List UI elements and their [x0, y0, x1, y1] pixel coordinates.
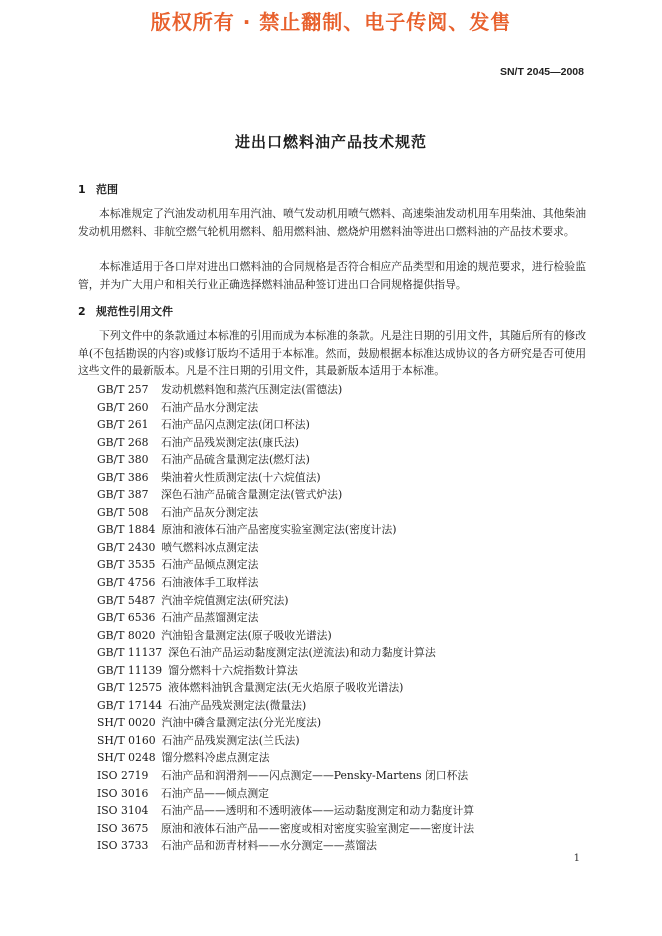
reference-item: [97, 539, 474, 557]
reference-title: 馏分燃料冷虑点测定法: [161, 751, 270, 765]
reference-title: 石油产品——倾点测定: [161, 786, 269, 800]
section-1-number: 1: [78, 183, 86, 196]
reference-title: 石油产品闪点测定法(闭口杯法): [161, 418, 310, 432]
reference-code: ISO 3675: [97, 821, 149, 835]
reference-code: GB/T 11139: [97, 663, 163, 677]
reference-code: GB/T 6536: [97, 611, 156, 625]
reference-item: [97, 609, 474, 627]
reference-code: GB/T 260: [97, 400, 149, 414]
reference-title: 石油产品和润滑剂——闪点测定——Pensky-Martens 闭口杯法: [161, 769, 469, 783]
reference-code: SH/T 0248: [97, 751, 156, 765]
section-2-number: 2: [78, 305, 86, 318]
reference-code: GB/T 1884: [97, 523, 156, 537]
reference-code: GB/T 2430: [97, 540, 156, 554]
reference-item: [97, 732, 474, 750]
reference-item: [97, 434, 474, 452]
reference-code: GB/T 17144: [97, 698, 163, 712]
reference-code: ISO 3104: [97, 804, 149, 818]
reference-item: [97, 416, 474, 434]
reference-title: 石油产品倾点测定法: [161, 558, 259, 572]
reference-code: GB/T 386: [97, 470, 149, 484]
page-number: 1: [573, 853, 580, 864]
reference-title: 石油产品硫含量测定法(燃灯法): [161, 453, 310, 467]
reference-title: 喷气燃料冰点测定法: [161, 540, 259, 554]
document-title: 进出口燃料油产品技术规范: [234, 133, 427, 151]
reference-code: GB/T 257: [97, 383, 149, 396]
reference-item: [97, 837, 474, 855]
reference-code: SH/T 0160: [97, 733, 156, 747]
reference-title: 石油产品灰分测定法: [161, 505, 259, 519]
reference-title: 液体燃料油钒含量测定法(无火焰原子吸收光谱法): [168, 681, 404, 695]
reference-title: 原油和液体石油产品密度实验室测定法(密度计法): [161, 523, 397, 537]
section-2-title: 规范性引用文件: [96, 305, 173, 318]
reference-item: [97, 714, 474, 732]
reference-code: GB/T 3535: [97, 558, 156, 572]
reference-item: [97, 820, 474, 838]
reference-code: GB/T 11137: [97, 646, 163, 660]
reference-item: [97, 785, 474, 803]
reference-code: GB/T 8020: [97, 628, 156, 642]
reference-code: GB/T 387: [97, 488, 149, 502]
reference-item: [97, 381, 474, 399]
reference-title: 柴油着火性质测定法(十六烷值法): [161, 470, 321, 484]
reference-item: [97, 504, 474, 522]
reference-code: GB/T 4756: [97, 576, 156, 590]
reference-item: [97, 574, 474, 592]
reference-item: [97, 644, 474, 662]
reference-code: GB/T 5487: [97, 593, 156, 607]
reference-code: ISO 3016: [97, 786, 149, 800]
reference-title: 发动机燃料饱和蒸汽压测定法(雷德法): [161, 383, 343, 396]
section-1-paragraph-1: 本标准规定了汽油发动机用车用汽油、喷气发动机用喷气燃料、高速柴油发动机用车用柴油、其他柴油发动机用燃料、非航空燃气轮机用燃料、船用燃料油、燃烧炉用燃料油等进出口燃料油的产品技术要求。: [78, 207, 586, 238]
reference-title: 石油产品残炭测定法(康氏法): [161, 435, 299, 449]
section-1-paragraph-2: 本标准适用于各口岸对进出口燃料油的合同规格是否符合相应产品类型和用途的规范要求，进行检验监管，并为广大用户和相关行业正确选择燃料油品种签订进出口合同规格提供指导。: [78, 260, 586, 291]
reference-item: [97, 486, 474, 504]
reference-item: [97, 802, 474, 820]
reference-item: [97, 469, 474, 487]
reference-title: 石油产品水分测定法: [161, 400, 259, 414]
reference-item: [97, 749, 474, 767]
reference-title: 石油产品残炭测定法(兰氏法): [161, 733, 300, 747]
reference-title: 石油产品残炭测定法(微量法): [168, 698, 307, 712]
reference-title: 深色石油产品硫含量测定法(管式炉法): [161, 488, 343, 502]
reference-item: [97, 556, 474, 574]
reference-title: 汽油辛烷值测定法(研究法): [161, 593, 289, 607]
reference-title: 汽油中磷含量测定法(分光光度法): [161, 716, 322, 730]
standard-number: SN/T 2045—2008: [499, 66, 584, 78]
reference-list: [97, 381, 474, 855]
reference-code: GB/T 261: [97, 418, 149, 432]
reference-title: 原油和液体石油产品——密度或相对密度实验室测定——密度计法: [161, 821, 475, 835]
reference-title: 石油产品蒸馏测定法: [161, 611, 259, 625]
reference-title: 石油产品和沥青材料——水分测定——蒸馏法: [161, 839, 377, 853]
reference-item: [97, 399, 474, 417]
reference-item: [97, 592, 474, 610]
section-1-title: 范围: [96, 183, 118, 196]
reference-title: 石油产品——透明和不透明液体——运动黏度测定和动力黏度计算: [161, 804, 475, 818]
reference-title: 石油液体手工取样法: [161, 576, 259, 590]
reference-code: GB/T 268: [97, 435, 149, 449]
reference-code: GB/T 508: [97, 505, 149, 519]
reference-item: [97, 679, 474, 697]
reference-code: SH/T 0020: [97, 716, 156, 730]
reference-code: GB/T 380: [97, 453, 149, 467]
reference-title: 深色石油产品运动黏度测定法(逆流法)和动力黏度计算法: [168, 646, 436, 660]
reference-code: ISO 2719: [97, 769, 149, 783]
section-2-heading: [78, 303, 173, 319]
section-2-intro: 下列文件中的条款通过本标准的引用而成为本标准的条款。凡是注日期的引用文件，其随后所有的修改单(不包括勘误的内容)或修订版均不适用于本标准。然而，鼓励根据本标准达成协议的各方研究是否可使用这些文件的最新版本。凡是不注日期的引用文件，其最新版本适用于本标准。: [78, 329, 586, 377]
reference-title: 汽油铅含量测定法(原子吸收光谱法): [161, 628, 332, 642]
reference-item: [97, 697, 474, 715]
reference-code: ISO 3733: [97, 839, 149, 853]
reference-item: [97, 521, 474, 539]
copyright-banner: 版权所有 · 禁止翻制、电子传阅、发售: [150, 10, 512, 34]
reference-item: [97, 627, 474, 645]
reference-item: [97, 451, 474, 469]
reference-item: [97, 767, 474, 785]
reference-title: 馏分燃料十六烷指数计算法: [168, 663, 298, 677]
reference-item: [97, 662, 474, 680]
reference-code: GB/T 12575: [97, 681, 163, 695]
section-1-heading: [78, 181, 118, 197]
